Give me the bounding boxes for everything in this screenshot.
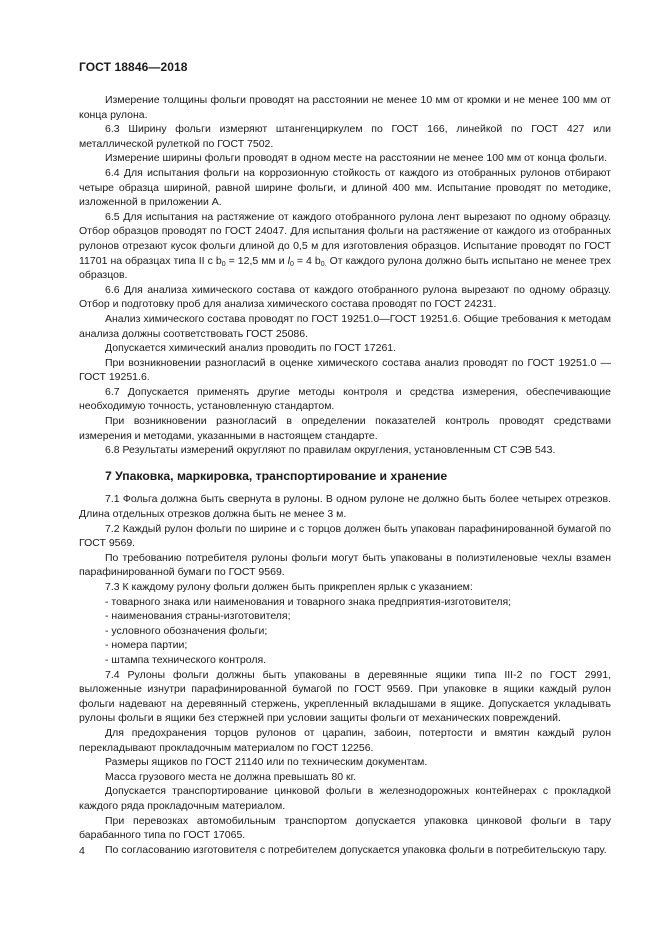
paragraph: Измерение ширины фольги проводят в одном месте на расстоянии не менее 100 мм от конца фольги.	[105, 152, 608, 165]
label-requirements-list	[79, 595, 611, 668]
paragraph: При перевозках автомобильным транспортом допускается упаковка цинковой фольги в тару барабанного типа по ГОСТ 17065.	[79, 814, 611, 842]
document-code: ГОСТ 18846—2018	[79, 60, 188, 74]
p65-text-c: = 4 b	[293, 254, 321, 267]
p65-sub-b: 0	[221, 260, 226, 268]
paragraph: Допускается химический анализ проводить по ГОСТ 17261.	[105, 342, 397, 355]
document-body	[79, 93, 611, 857]
paragraph: Размеры ящиков по ГОСТ 21140 или по техническим документам.	[105, 756, 428, 769]
list-item: - товарного знака или наименования и товарного знака предприятия-изготовителя;	[105, 595, 512, 608]
paragraph-6-5	[79, 210, 611, 283]
paragraph-7-4: 7.4 Рулоны фольги должны быть упакованы в деревянные ящики типа III-2 по ГОСТ 2991, выложенные изнутри парафинированной бумагой по ГОСТ 9569. При упаковке в ящики каждый рулон фольги надевают на деревянный стержень, укрепленный вкладышами в ящике. Допускается укладывать рулоны фольги в ящики без стержней при условии защиты фольги от механических повреждений.	[79, 668, 611, 725]
p65-text-d: От каждого рулона должно быть испытано не менее трех образцов.	[79, 254, 611, 282]
paragraph-7-3: 7.3 К каждому рулону фольги должен быть прикреплен ярлык с указанием:	[105, 581, 473, 593]
paragraph-7-2: 7.2 Каждый рулон фольги по ширине и с торцов должен быть упакован парафинированной бумагой по ГОСТ 9569.	[79, 522, 611, 550]
paragraph: При возникновении разногласий в определении показателей контроль проводят средствами измерения и методами, указанными в настоящем стандарте.	[79, 415, 611, 442]
page-number: 4	[79, 845, 85, 857]
paragraph-6-6: 6.6 Для анализа химического состава от каждого отобранного рулона вырезают по одному образцу. Отбор и подготовку проб для анализа химического состава проводят по ГОСТ 24231.	[79, 283, 611, 311]
p65-text-b: = 12,5 мм и	[225, 254, 288, 267]
paragraph: Анализ химического состава проводят по ГОСТ 19251.0—ГОСТ 19251.6. Общие требования к методам анализа должны соответствовать ГОСТ 25086.	[79, 312, 611, 340]
paragraph: Измерение толщины фольги проводят на расстоянии не менее 10 мм от кромки и не менее 100 мм от конца рулона.	[79, 94, 611, 121]
list-item: - номера партии;	[105, 639, 188, 652]
paragraph-6-8: 6.8 Результаты измерений округляют по правилам округления, установленным СТ СЭВ 543.	[105, 444, 556, 457]
paragraph: Для предохранения торцов рулонов от царапин, забоин, потертости и вмятин каждый рулон перекладывают прокладочным материалом по ГОСТ 12256.	[79, 726, 611, 754]
p65-sub-c: 0.	[320, 260, 327, 268]
paragraph-6-4: 6.4 Для испытания фольги на коррозионную стойкость от каждого из отобранных рулонов отбирают четыре образца шириной, равной ширине фольги, и длиной 400 мм. Испытание проводят по методике, изложенной в приложении А.	[79, 166, 611, 209]
paragraph: При возникновении разногласий в оценке химического состава анализ проводят по ГОСТ 19251.0 — ГОСТ 19251.6.	[79, 356, 611, 384]
paragraph: Масса грузового места не должна превышать 80 кг.	[105, 770, 357, 783]
paragraph-7-1: 7.1 Фольга должна быть свернута в рулоны. В одном рулоне не должно быть более четырех отрезков. Длина отдельных отрезков должна быть не менее 3 м.	[79, 493, 611, 521]
list-item: - наименования страны-изготовителя;	[105, 610, 291, 623]
p65-l-symbol: l	[287, 254, 290, 267]
section-title: 7 Упаковка, маркировка, транспортирование и хранение	[105, 468, 448, 483]
paragraph-6-7: 6.7 Допускается применять другие методы контроля и средства измерения, обеспечивающие необходимую точность, установленную стандартом.	[79, 385, 611, 413]
p65-sub-l: 0	[289, 260, 294, 268]
p65-text-a: 6.5 Для испытания на растяжение от каждого отобранного рулона лент вырезают по одному образцу. Отбор образцов проводят по ГОСТ 24047. Для испытания фольги на растяжение от каждого из отобранных рулонов отрезают кусок фольги длиной до 0,5 м для изготовления образцов. Испытание проводят по ГОСТ 11701 на образцах типа II с b	[79, 210, 611, 267]
paragraph-6-3: 6.3 Ширину фольги измеряют штангенциркулем по ГОСТ 166, линейкой по ГОСТ 427 или металлической рулеткой по ГОСТ 7502.	[79, 123, 611, 150]
paragraph: Допускается транспортирование цинковой фольги в железнодорожных контейнерах с прокладкой каждого ряда прокладочным материалом.	[79, 785, 611, 812]
list-item: - условного обозначения фольги;	[105, 624, 268, 637]
paragraph: По требованию потребителя рулоны фольги могут быть упакованы в полиэтиленовые чехлы взамен парафинированной бумаги по ГОСТ 9569.	[79, 551, 611, 579]
paragraph: По согласованию изготовителя с потребителем допускается упаковка фольги в потребительскую тару.	[105, 843, 607, 856]
list-item: - штампа технического контроля.	[105, 653, 267, 666]
